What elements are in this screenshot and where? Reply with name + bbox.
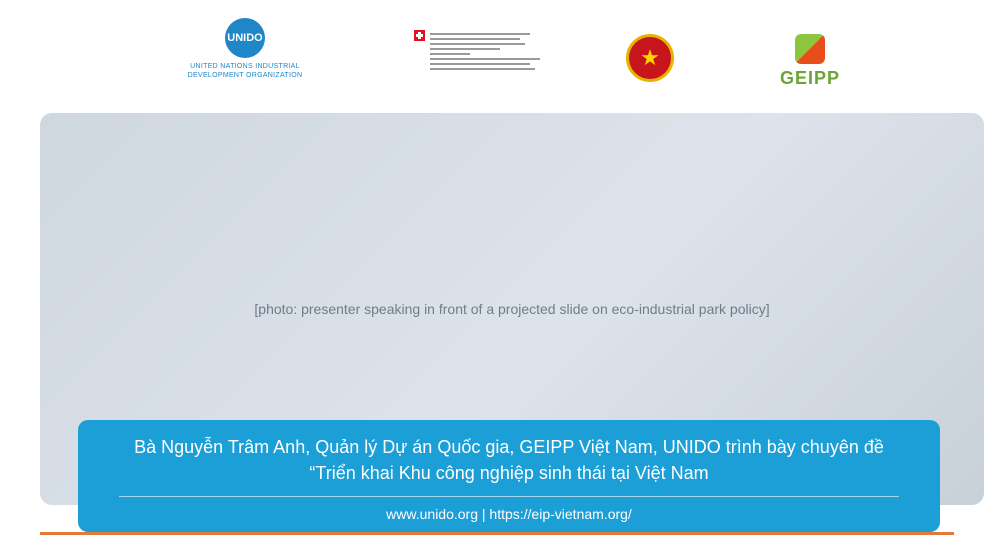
swiss-flag-icon — [414, 30, 425, 41]
geipp-logo-text: GEIPP — [779, 68, 841, 88]
caption-urls: www.unido.org | https://eip-vietnam.org/ — [386, 506, 632, 522]
unido-logo-text: UNITED NATIONS INDUSTRIAL DEVELOPMENT ORGANIZATION — [187, 63, 303, 79]
geipp-logo — [770, 34, 850, 89]
caption-divider — [119, 496, 899, 497]
logo-strip — [0, 0, 994, 110]
bottom-accent-line — [40, 532, 954, 535]
photo-label: [photo: presenter speaking in front of a projected slide on eco-industrial park policy] — [254, 301, 770, 317]
caption-line-1: Bà Nguyễn Trâm Anh, Quản lý Dự án Quốc gia, GEIPP Việt Nam, UNIDO trình bày chuyên đề — [134, 437, 884, 457]
caption-line-2: “Triển khai Khu công nghiệp sinh thái tại Việt Nam — [309, 463, 709, 483]
unido-mark: UNIDO — [225, 18, 265, 58]
geipp-icon — [795, 34, 825, 64]
ministry-emblem — [626, 34, 674, 82]
swiss-logo-text-lines — [430, 33, 554, 70]
photo-caption — [78, 420, 940, 532]
swiss-confederation-logo — [414, 30, 554, 73]
unido-logo — [170, 18, 320, 80]
